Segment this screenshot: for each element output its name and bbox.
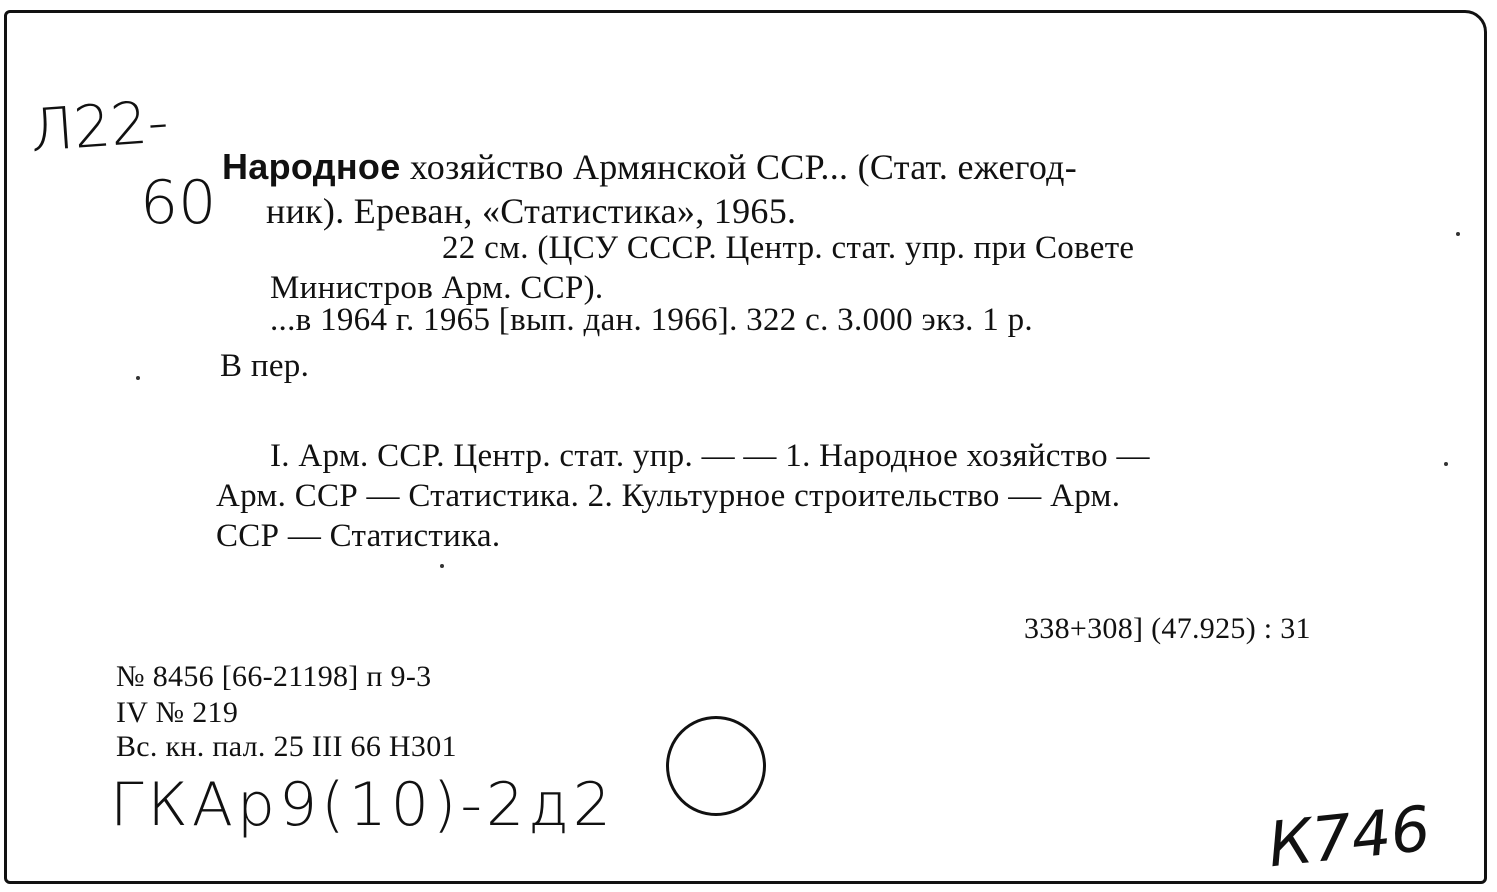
handwritten-shelfmark-bottom: 60 <box>140 168 217 238</box>
handwritten-shelfmark-top: Л22- <box>27 87 171 165</box>
subjects-line-2: Арм. ССР — Статистика. 2. Культурное строительство — Арм. <box>216 478 1121 514</box>
printing-line-2: IV № 219 <box>116 696 239 729</box>
handwritten-call-number: ГКАр9(10)-2д2 <box>110 770 615 840</box>
entry-line-4: Министров Арм. ССР). <box>270 270 604 306</box>
speck <box>1456 232 1460 236</box>
entry-title-rest: хозяйство Армянской ССР... (Стат. ежегод- <box>409 147 1078 187</box>
printing-line-3: Вс. кн. пал. 25 III 66 Н301 <box>116 730 457 763</box>
entry-line-2: ник). Ереван, «Статистика», 1965. <box>266 191 797 231</box>
printing-line-1: № 8456 [66-21198] п 9-3 <box>116 660 432 693</box>
entry-line-3: 22 см. (ЦСУ СССР. Центр. стат. упр. при Совете <box>442 230 1135 266</box>
speck <box>136 376 140 380</box>
handwritten-inventory-number: К746 <box>1264 791 1434 882</box>
entry-line-6: В пер. <box>220 348 310 384</box>
subjects-line-3: ССР — Статистика. <box>216 518 501 554</box>
entry-title-line <box>222 146 1077 188</box>
speck <box>1444 462 1448 466</box>
stamp-circle <box>666 716 766 816</box>
entry-line-5: ...в 1964 г. 1965 [вып. дан. 1966]. 322 с. 3.000 экз. 1 р. <box>270 302 1033 338</box>
speck <box>440 564 444 568</box>
subjects-line-1: I. Арм. ССР. Центр. стат. упр. — — 1. Народное хозяйство — <box>270 438 1150 474</box>
entry-title-word: Народное <box>222 146 401 187</box>
classification-code: 338+308] (47.925) : 31 <box>1024 612 1311 645</box>
